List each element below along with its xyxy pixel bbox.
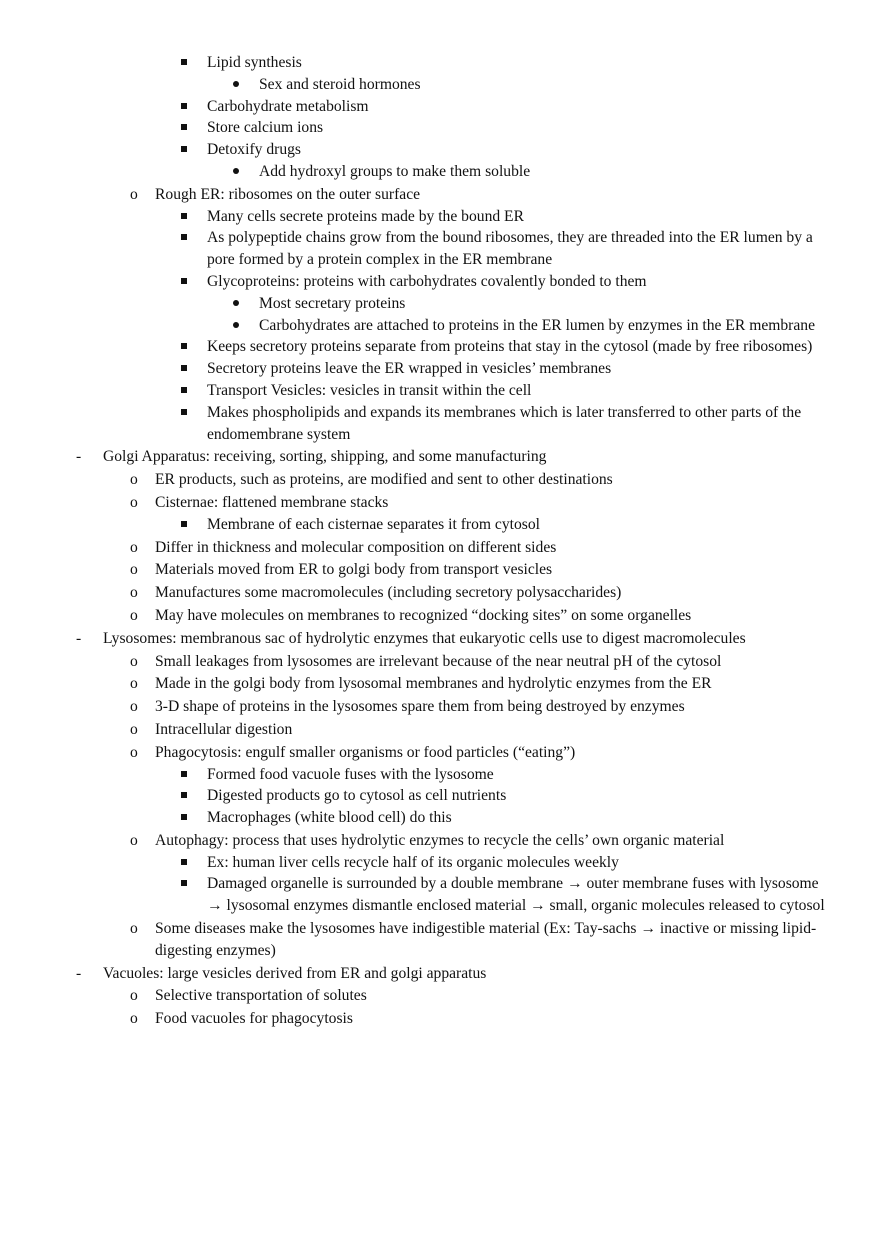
- list-item: Glycoproteins: proteins with carbohydrates covalently bonded to them: [0, 271, 880, 293]
- circle-bullet-icon: o: [130, 920, 138, 938]
- square-bullet-icon: [181, 880, 187, 886]
- list-item: o Small leakages from lysosomes are irrelevant because of the near neutral pH of the cytosol: [0, 651, 880, 673]
- list-item: o Cisternae: flattened membrane stacks: [0, 492, 880, 514]
- list-item: Transport Vesicles: vesicles in transit within the cell: [0, 380, 880, 402]
- square-bullet-icon: [181, 343, 187, 349]
- circle-bullet-icon: o: [130, 538, 138, 556]
- square-bullet-icon: [181, 814, 187, 820]
- list-item: Sex and steroid hormones: [0, 74, 880, 96]
- list-item: o Phagocytosis: engulf smaller organisms or food particles (“eating”): [0, 742, 880, 764]
- list-item: o May have molecules on membranes to recognized “docking sites” on some organelles: [0, 605, 880, 627]
- list-item: As polypeptide chains grow from the bound ribosomes, they are threaded into the ER lumen by a pore formed by a protein complex in the ER membrane: [0, 227, 880, 271]
- dash-bullet-icon: -: [76, 629, 82, 647]
- list-item: Secretory proteins leave the ER wrapped in vesicles’ membranes: [0, 358, 880, 380]
- circle-bullet-icon: o: [130, 698, 138, 716]
- square-bullet-icon: [181, 771, 187, 777]
- list-item: Damaged organelle is surrounded by a double membrane → outer membrane fuses with lysosome → lysosomal enzymes dismantle enclosed material → small, organic molecules released to cytosol: [0, 873, 880, 917]
- list-item: o Differ in thickness and molecular composition on different sides: [0, 537, 880, 559]
- list-item: - Golgi Apparatus: receiving, sorting, shipping, and some manufacturing: [0, 446, 880, 468]
- list-item: Ex: human liver cells recycle half of its organic molecules weekly: [0, 852, 880, 874]
- circle-bullet-icon: o: [130, 471, 138, 489]
- square-bullet-icon: [181, 213, 187, 219]
- square-bullet-icon: [181, 59, 187, 65]
- square-bullet-icon: [181, 521, 187, 527]
- list-item: Macrophages (white blood cell) do this: [0, 807, 880, 829]
- list-item: Store calcium ions: [0, 117, 880, 139]
- list-item: o Intracellular digestion: [0, 719, 880, 741]
- square-bullet-icon: [181, 409, 187, 415]
- list-item: o Materials moved from ER to golgi body from transport vesicles: [0, 559, 880, 581]
- circle-bullet-icon: o: [130, 584, 138, 602]
- list-item: - Lysosomes: membranous sac of hydrolytic enzymes that eukaryotic cells use to digest macromolecules: [0, 628, 880, 650]
- list-item: o Autophagy: process that uses hydrolytic enzymes to recycle the cells’ own organic material: [0, 830, 880, 852]
- list-item: Membrane of each cisternae separates it from cytosol: [0, 514, 880, 536]
- list-item: Most secretary proteins: [0, 293, 880, 315]
- list-item: o Some diseases make the lysosomes have indigestible material (Ex: Tay-sachs → inactive or missing lipid-digesting enzymes): [130, 920, 817, 959]
- circle-bullet-icon: o: [130, 743, 138, 761]
- list-item: o Rough ER: ribosomes on the outer surface: [0, 184, 880, 206]
- list-item: Makes phospholipids and expands its membranes which is later transferred to other parts of the endomembrane system: [0, 402, 880, 446]
- list-item: o Selective transportation of solutes: [0, 985, 880, 1007]
- list-item: Carbohydrate metabolism: [0, 96, 880, 118]
- list-item: Many cells secrete proteins made by the bound ER: [0, 206, 880, 228]
- circle-bullet-icon: o: [130, 720, 138, 738]
- circle-bullet-icon: o: [130, 493, 138, 511]
- circle-bullet-icon: o: [130, 675, 138, 693]
- list-item: Add hydroxyl groups to make them soluble: [0, 161, 880, 183]
- square-bullet-icon: [181, 146, 187, 152]
- list-item: Detoxify drugs: [0, 139, 880, 161]
- list-item: o 3-D shape of proteins in the lysosomes spare them from being destroyed by enzymes: [0, 696, 880, 718]
- circle-bullet-icon: o: [130, 652, 138, 670]
- list-item: o Manufactures some macromolecules (including secretory polysaccharides): [0, 582, 880, 604]
- dash-bullet-icon: -: [76, 448, 82, 466]
- list-item: Keeps secretory proteins separate from proteins that stay in the cytosol (made by free ribosomes): [0, 336, 880, 358]
- square-bullet-icon: [181, 365, 187, 371]
- square-bullet-icon: [181, 792, 187, 798]
- list-item: o Food vacuoles for phagocytosis: [0, 1008, 880, 1030]
- circle-bullet-icon: o: [130, 185, 138, 203]
- dash-bullet-icon: -: [76, 964, 82, 982]
- list-item: o Made in the golgi body from lysosomal membranes and hydrolytic enzymes from the ER: [0, 673, 880, 695]
- square-bullet-icon: [181, 859, 187, 865]
- round-bullet-icon: [233, 322, 239, 328]
- square-bullet-icon: [181, 234, 187, 240]
- circle-bullet-icon: o: [130, 606, 138, 624]
- list-item: Carbohydrates are attached to proteins in the ER lumen by enzymes in the ER membrane: [0, 315, 880, 337]
- square-bullet-icon: [181, 103, 187, 109]
- square-bullet-icon: [181, 278, 187, 284]
- round-bullet-icon: [233, 168, 239, 174]
- list-item: o ER products, such as proteins, are modified and sent to other destinations: [0, 469, 880, 491]
- circle-bullet-icon: o: [130, 831, 138, 849]
- list-item: Digested products go to cytosol as cell nutrients: [0, 785, 880, 807]
- round-bullet-icon: [233, 81, 239, 87]
- round-bullet-icon: [233, 300, 239, 306]
- square-bullet-icon: [181, 124, 187, 130]
- list-item: Formed food vacuole fuses with the lysosome: [0, 764, 880, 786]
- circle-bullet-icon: o: [130, 1010, 138, 1028]
- circle-bullet-icon: o: [130, 987, 138, 1005]
- list-item: Lipid synthesis: [0, 52, 880, 74]
- circle-bullet-icon: o: [130, 561, 138, 579]
- list-item: - Vacuoles: large vesicles derived from ER and golgi apparatus: [0, 963, 880, 985]
- square-bullet-icon: [181, 387, 187, 393]
